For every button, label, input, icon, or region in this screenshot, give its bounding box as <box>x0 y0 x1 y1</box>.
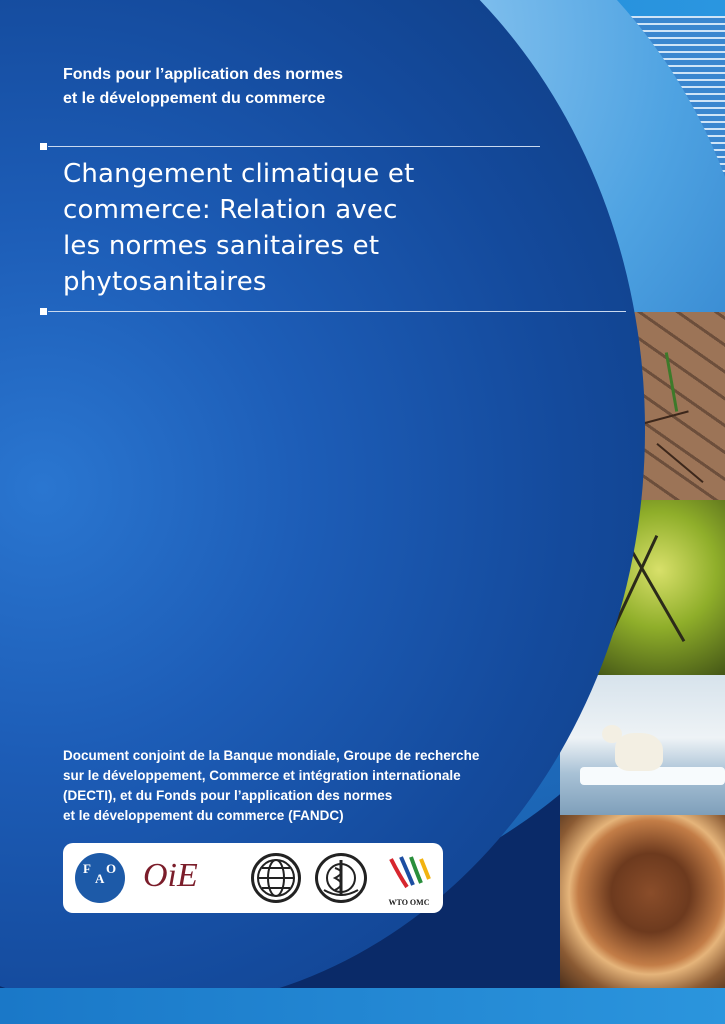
sprout <box>665 352 678 412</box>
org-line: Fonds pour l’application des normes <box>63 66 344 83</box>
fao-letter: O <box>106 861 117 876</box>
rule-marker <box>40 308 47 315</box>
fao-letter: F <box>83 861 91 876</box>
title-line: Changement climatique et <box>63 159 415 189</box>
fao-letter: A <box>95 871 105 886</box>
oie-logo-icon: OiE <box>143 857 198 894</box>
world-bank-logo-icon <box>251 853 301 903</box>
soil-crack <box>656 443 703 483</box>
bottom-band <box>0 988 725 1024</box>
bark-photo <box>560 815 725 988</box>
description-line: Document conjoint de la Banque mondiale, Groupe de recherche <box>63 748 480 763</box>
title-line: phytosanitaires <box>63 267 267 297</box>
description-line: sur le développement, Commerce et intégration internationale <box>63 768 461 783</box>
polar-bear-body <box>615 733 663 771</box>
description-line: et le développement du commerce (FANDC) <box>63 808 344 823</box>
who-logo-icon <box>315 853 367 903</box>
description-line: (DECTI), et du Fonds pour l’application des normes <box>63 788 393 803</box>
document-description <box>63 746 523 826</box>
wto-label: WTO OMC <box>388 898 430 907</box>
rule-marker <box>40 143 47 150</box>
fao-logo-icon <box>75 853 125 903</box>
polar-bear-head <box>602 725 622 743</box>
title-line: les normes sanitaires et <box>63 231 380 261</box>
wto-logo-icon <box>381 853 437 905</box>
top-rule <box>48 146 540 147</box>
bottom-rule <box>48 311 626 312</box>
partner-logos-panel <box>63 843 443 913</box>
organization-title <box>63 63 483 111</box>
main-title <box>63 156 513 300</box>
org-line: et le développement du commerce <box>63 90 326 107</box>
title-line: commerce: Relation avec <box>63 195 398 225</box>
